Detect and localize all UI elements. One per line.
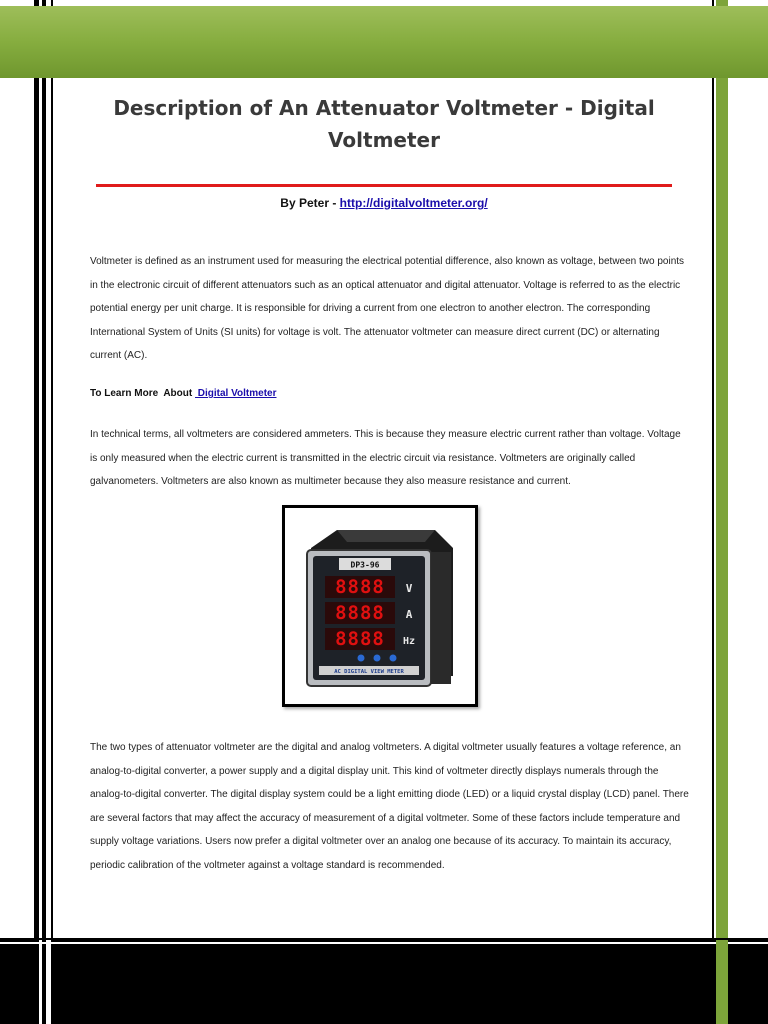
- byline-separator: -: [329, 196, 340, 210]
- led-readout-hertz: 8888: [335, 628, 385, 650]
- led-row-2: [325, 602, 395, 624]
- left-rule-inner: [42, 0, 46, 1024]
- byline: [96, 196, 672, 210]
- meter-button-2: [374, 655, 381, 662]
- led-row-3: [325, 628, 395, 650]
- meter-brand-label: AC DIGITAL VIEW METER: [334, 669, 404, 675]
- right-rule-thin: [712, 0, 714, 1024]
- title-underline: [96, 184, 672, 187]
- voltmeter-illustration: [285, 508, 475, 704]
- page-title: Description of An Attenuator Voltmeter - Digital Voltmeter: [113, 96, 655, 152]
- footer-bar: [0, 940, 768, 1024]
- intro-paragraph: Voltmeter is defined as an instrument used for measuring the electrical potential difference, also known as voltage, between two points in the electronic circuit of different attenuators such as an optical attenuator and digital attenuator. Voltage is referred to as the electric potential energy per unit charge. It is responsible for driving a current from one electron to another electron. The corresponding International System of Units (SI units) for voltage is volt. The attenuator voltmeter can measure direct current (DC) or alternating current (AC).: [90, 256, 685, 361]
- left-rule-outer: [34, 0, 39, 1024]
- unit-label-volts: V: [405, 582, 413, 595]
- footer-gap: [0, 942, 768, 944]
- meter-model-label: DP3-96: [350, 560, 380, 570]
- types-paragraph: The two types of attenuator voltmeter are the digital and analog voltmeters. A digital voltmeter usually features a voltage reference, an analog-to-digital converter, a power supply and a digital display unit. This kind of voltmeter directly displays numerals through the analog-to-digital converter. The digital display system could be a light emitting diode (LED) or a liquid crystal display (LCD) panel. There are several factors that may affect the accuracy of measurement of a digital voltmeter. Some of these factors include temperature and supply voltage variations. Users now prefer a digital voltmeter over an analog one because of its accuracy. To maintain its accuracy, periodic calibration of the voltmeter against a voltage standard is recommended.: [90, 742, 689, 871]
- led-row-1: [325, 576, 395, 598]
- right-green-rail-lower: [716, 940, 728, 1024]
- left-rule-gap-2: [46, 940, 51, 1024]
- led-readout-amps: 8888: [335, 602, 385, 624]
- led-readout-volts: 8888: [335, 576, 385, 598]
- unit-label-amps: A: [405, 608, 413, 621]
- learn-more-label: To Learn More About: [90, 388, 195, 399]
- left-rule-gap-1: [39, 940, 42, 1024]
- digital-voltmeter-link[interactable]: Digital Voltmeter: [195, 388, 277, 399]
- header-banner: [0, 6, 768, 78]
- meter-button-1: [358, 655, 365, 662]
- learn-more-line: [90, 388, 277, 399]
- meter-button-3: [390, 655, 397, 662]
- technical-paragraph: In technical terms, all voltmeters are considered ammeters. This is because they measure electric current rather than voltage. Voltage is only measured when the electric current is transmitted in the electric circuit via resistance. Voltmeters are originally called galvanometers. Voltmeters are also known as multimeter because they also measure resistance and current.: [90, 429, 681, 487]
- voltmeter-photo: [282, 505, 478, 707]
- author-website-link[interactable]: http://digitalvoltmeter.org/: [339, 196, 488, 210]
- right-green-rail: [716, 0, 728, 1024]
- byline-author: By Peter: [280, 196, 329, 210]
- left-rule-thin: [51, 0, 53, 1024]
- unit-label-hertz: Hz: [402, 636, 416, 647]
